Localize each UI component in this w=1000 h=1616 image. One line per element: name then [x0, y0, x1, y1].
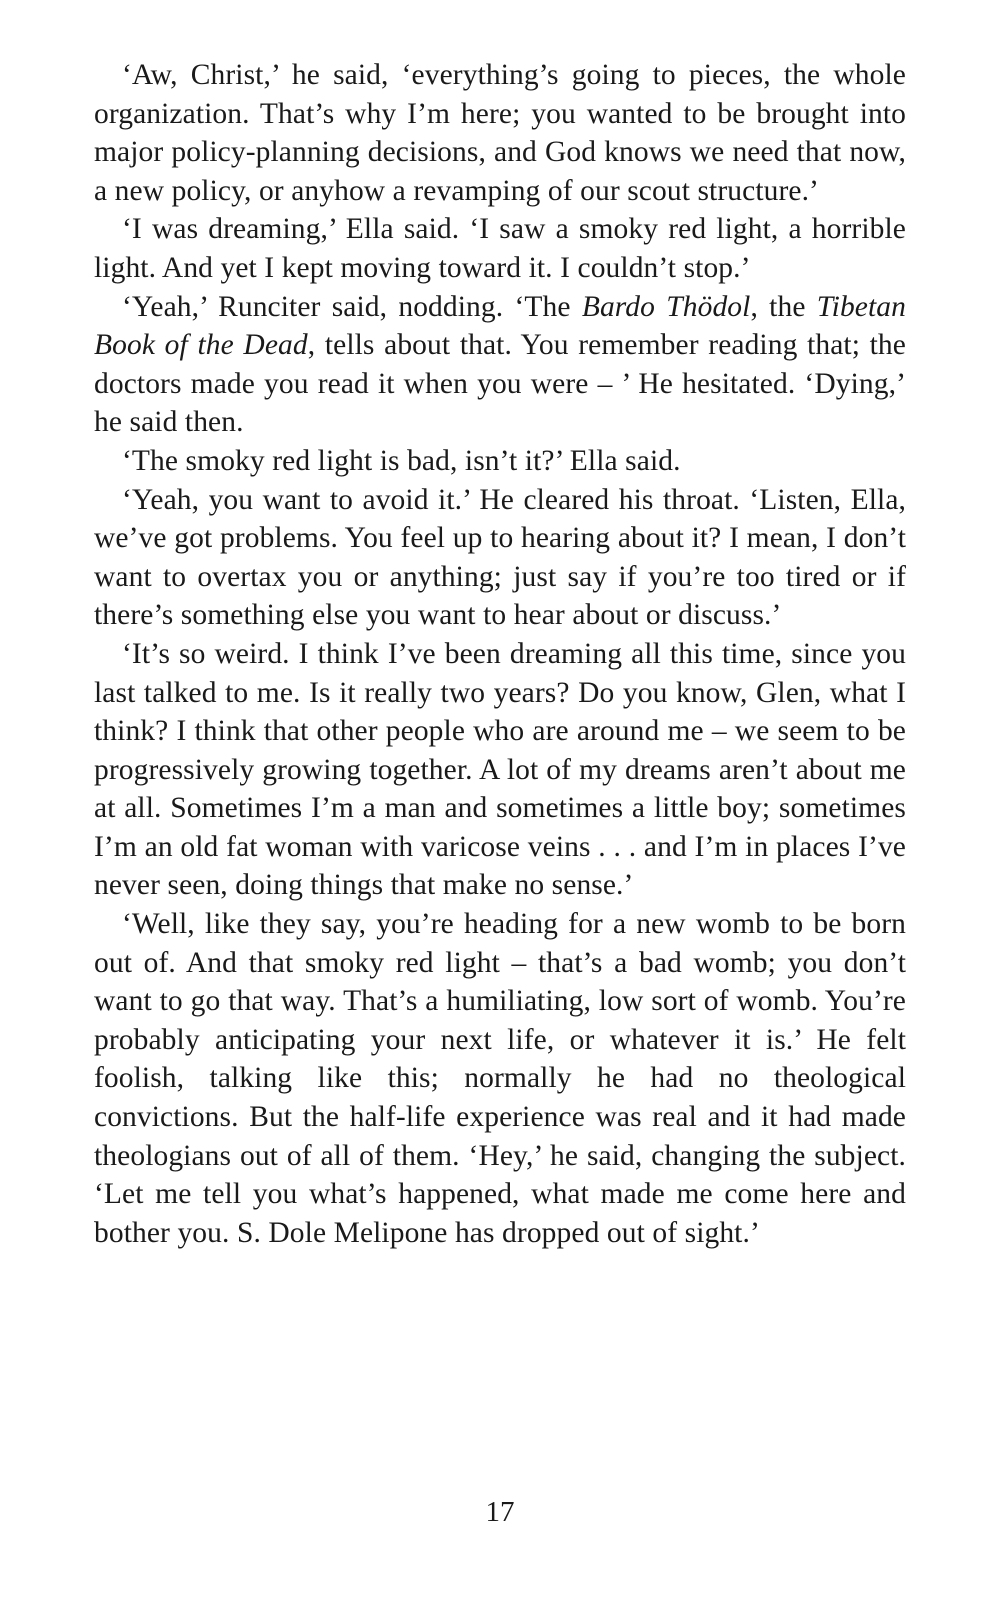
paragraph-text: ‘Well, like they say, you’re heading for a new womb to be born out of. And that smoky red light – that’s a bad womb; you don’t want to go that way. That’s a humiliating, low sort of womb. You’re probably anticipating your next life, or whatever it is.’ He felt foolish, talking like this; normally he had no theological convictions. But the half-life experience was real and it had made theologians out of all of them. ‘Hey,’ he said, changing the subject. ‘Let me tell you what’s happened, what made me come here and bother you. S. Dole Melipone has dropped out of sight.’	[94, 908, 906, 1249]
paragraph	[94, 442, 906, 481]
paragraph	[94, 210, 906, 287]
paragraph-text: ‘It’s so weird. I think I’ve been dreaming all this time, since you last talked to me. Is it really two years? Do you know, Glen, what I think? I think that other people who are around me – we seem to be progressively growing together. A lot of my dreams aren’t about me at all. Sometimes I’m a man and sometimes a little boy; sometimes I’m an old fat woman with varicose veins . . . and I’m in places I’ve never seen, doing things that make no sense.’	[94, 637, 906, 902]
paragraph-text: ‘Yeah,’ Runciter said, nodding. ‘The	[122, 290, 582, 323]
paragraph-text: ‘The smoky red light is bad, isn’t it?’ Ella said.	[122, 444, 681, 477]
italic-title: Bardo Thödol	[581, 290, 751, 323]
paragraph-text: , tells about that. You remember reading that; the doctors made you read it when you were – ’ He hesitated. ‘Dying,’ he said then.	[94, 329, 906, 439]
paragraph-text: ‘Aw, Christ,’ he said, ‘everything’s going to pieces, the whole organization. That’s why I’m here; you wanted to be brought into major policy-planning decisions, and God knows we need that now, a new policy, or anyhow a revamping of our scout structure.’	[94, 59, 906, 207]
italic-title: Tibetan Book of the Dead	[94, 290, 906, 362]
paragraph-text: ‘Yeah, you want to avoid it.’ He cleared his throat. ‘Listen, Ella, we’ve got problems. You feel up to hearing about it? I mean, I don’t want to overtax you or anything; just say if you’re too tired or if there’s something else you want to hear about or discuss.’	[94, 483, 906, 632]
paragraph	[94, 56, 906, 210]
paragraph	[94, 905, 906, 1252]
paragraph-text: , the	[750, 290, 817, 323]
paragraph	[94, 288, 906, 442]
body-text	[94, 56, 906, 1252]
paragraph	[94, 635, 906, 905]
paragraph-text: ‘I was dreaming,’ Ella said. ‘I saw a smoky red light, a horrible light. And yet I kept moving toward it. I couldn’t stop.’	[94, 213, 906, 284]
paragraph	[94, 481, 906, 635]
page-number: 17	[485, 1496, 515, 1528]
